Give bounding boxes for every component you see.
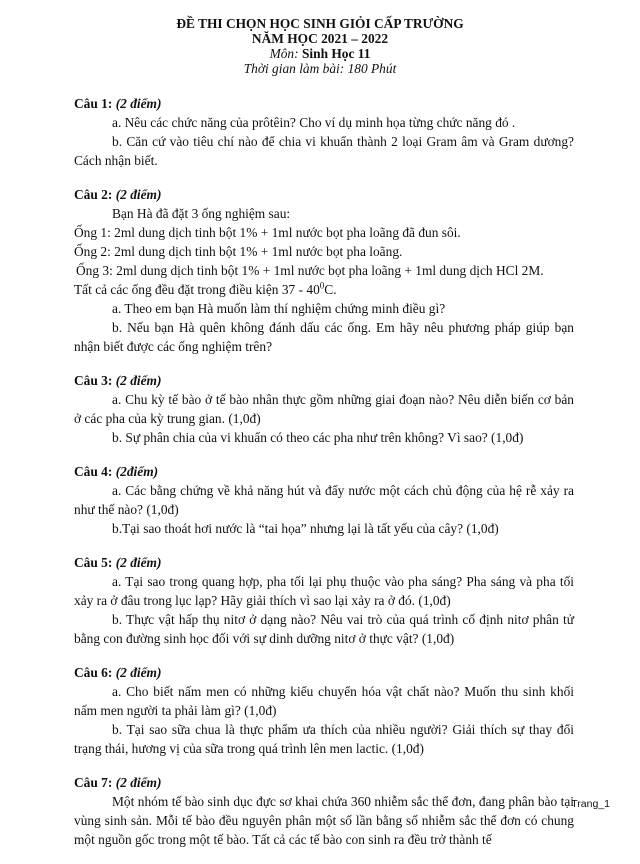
- question-number: Câu 2:: [74, 187, 113, 202]
- temperature-condition: [74, 280, 574, 299]
- question-title: [74, 371, 574, 390]
- question-points: (2 điểm): [115, 555, 162, 570]
- question-part-b: b.Tại sao thoát hơi nước là “tai họa” nhưng lại là tất yếu của cây? (1,0đ): [112, 521, 499, 536]
- question-part-a: a. Tại sao trong quang hợp, pha tối lại phụ thuộc vào pha sáng? Pha sáng và pha tối xảy ra ở đâu trong lục lạp? Hãy giải thích vì sao lại xảy ra ở đó. (1,0đ): [74, 574, 574, 608]
- question-text: Một nhóm tế bào sinh dục đực sơ khai chứa 360 nhiễm sắc thể đơn, đang phân bào tại vùng sinh sản. Mỗi tế bào đều nguyên phân một số lần bằng số nhiễm sắc thể đơn có chung một nguồn gốc trong một tế bào. Tất cả các tế bào con sinh ra đều trở thành tế: [74, 794, 574, 847]
- question-5: [74, 553, 574, 648]
- question-part-a: a. Theo em bạn Hà muốn làm thí nghiệm chứng minh điều gì?: [112, 301, 446, 316]
- question-7: [74, 773, 574, 849]
- question-part-b: b. Tại sao sữa chua là thực phẩm ưa thích của nhiều người? Giải thích sự thay đổi trạng thái, hương vị của sữa trong quá trình lên men lactic. (1,0đ): [74, 722, 574, 756]
- question-title: [74, 462, 574, 481]
- question-6: [74, 663, 574, 758]
- degree-superscript: 0: [319, 280, 325, 291]
- question-points: (2 điểm): [115, 775, 162, 790]
- question-points: (2 điểm): [115, 187, 162, 202]
- question-points: (2 điểm): [115, 96, 162, 111]
- question-part-b: b. Sự phân chia của vi khuẩn có theo các pha như trên không? Vì sao? (1,0đ): [112, 430, 524, 445]
- question-number: Câu 1:: [74, 96, 113, 111]
- exam-header: [0, 0, 640, 76]
- question-title: [74, 553, 574, 572]
- question-part-b: b. Nếu bạn Hà quên không đánh dấu các ống. Em hãy nêu phương pháp giúp bạn nhận biết được các ống nghiệm trên?: [74, 320, 574, 354]
- question-part-a: a. Chu kỳ tế bào ở tế bào nhân thực gồm những giai đoạn nào? Nêu diễn biến cơ bản ở các pha của kỳ trung gian. (1,0đ): [74, 392, 574, 426]
- tube-2: Ống 2: 2ml dung dịch tinh bột 1% + 1ml nước bọt pha loãng.: [74, 244, 403, 259]
- school-year: NĂM HỌC 2021 – 2022: [251, 31, 389, 46]
- subject-label: Môn:: [269, 46, 299, 61]
- question-points: (2 điểm): [115, 665, 162, 680]
- question-title: [74, 94, 574, 113]
- question-part-b: b. Thực vật hấp thụ nitơ ở dạng nào? Nêu vai trò của quá trình cố định nitơ phân tử bằng con đường sinh học đối với sự dinh dưỡng nitơ ở thực vật? (1,0đ): [74, 612, 574, 646]
- question-part-a: a. Nêu các chức năng của prôtêin? Cho ví dụ minh họa từng chức năng đó .: [112, 115, 516, 130]
- question-points: (2 điểm): [115, 373, 162, 388]
- condition-text: Tất cả các ống đều đặt trong điều kiện 37 - 40: [74, 282, 320, 297]
- subject-line: [0, 46, 640, 61]
- question-4: [74, 462, 574, 538]
- subject-name: Sinh Học 11: [301, 46, 371, 61]
- question-title: [74, 773, 574, 792]
- tube-1: Ống 1: 2ml dung dịch tinh bột 1% + 1ml nước bọt pha loãng đã đun sôi.: [74, 225, 461, 240]
- condition-unit: C.: [324, 282, 337, 297]
- question-1: [74, 94, 574, 170]
- page-number: Trang_1: [571, 798, 610, 810]
- question-number: Câu 3:: [74, 373, 113, 388]
- question-3: [74, 371, 574, 447]
- question-number: Câu 7:: [74, 775, 113, 790]
- question-2: [74, 185, 574, 356]
- question-title: [74, 663, 574, 682]
- question-part-a: a. Các bằng chứng về khả năng hút và đẩy nước một cách chủ động của hệ rễ xảy ra như thế nào? (1,0đ): [74, 483, 574, 517]
- question-points: (2điểm): [115, 464, 159, 479]
- exam-title: ĐỀ THI CHỌN HỌC SINH GIỎI CẤP TRƯỜNG: [176, 16, 464, 31]
- exam-body: [74, 94, 574, 864]
- question-part-a: a. Cho biết nấm men có những kiểu chuyển hóa vật chất nào? Muốn thu sinh khối nấm men người ta phải làm gì? (1,0đ): [74, 684, 574, 718]
- question-title: [74, 185, 574, 204]
- question-part-b: b. Căn cứ vào tiêu chí nào để chia vi khuẩn thành 2 loại Gram âm và Gram dương? Cách nhận biết.: [74, 134, 574, 168]
- tube-3: Ống 3: 2ml dung dịch tinh bột 1% + 1ml nước bọt pha loãng + 1ml dung dịch HCl 2M.: [76, 263, 544, 278]
- time-limit: Thời gian làm bài: 180 Phút: [243, 61, 397, 76]
- question-intro: Bạn Hà đã đặt 3 ống nghiệm sau:: [112, 206, 291, 221]
- question-number: Câu 4:: [74, 464, 113, 479]
- question-number: Câu 5:: [74, 555, 113, 570]
- question-number: Câu 6:: [74, 665, 113, 680]
